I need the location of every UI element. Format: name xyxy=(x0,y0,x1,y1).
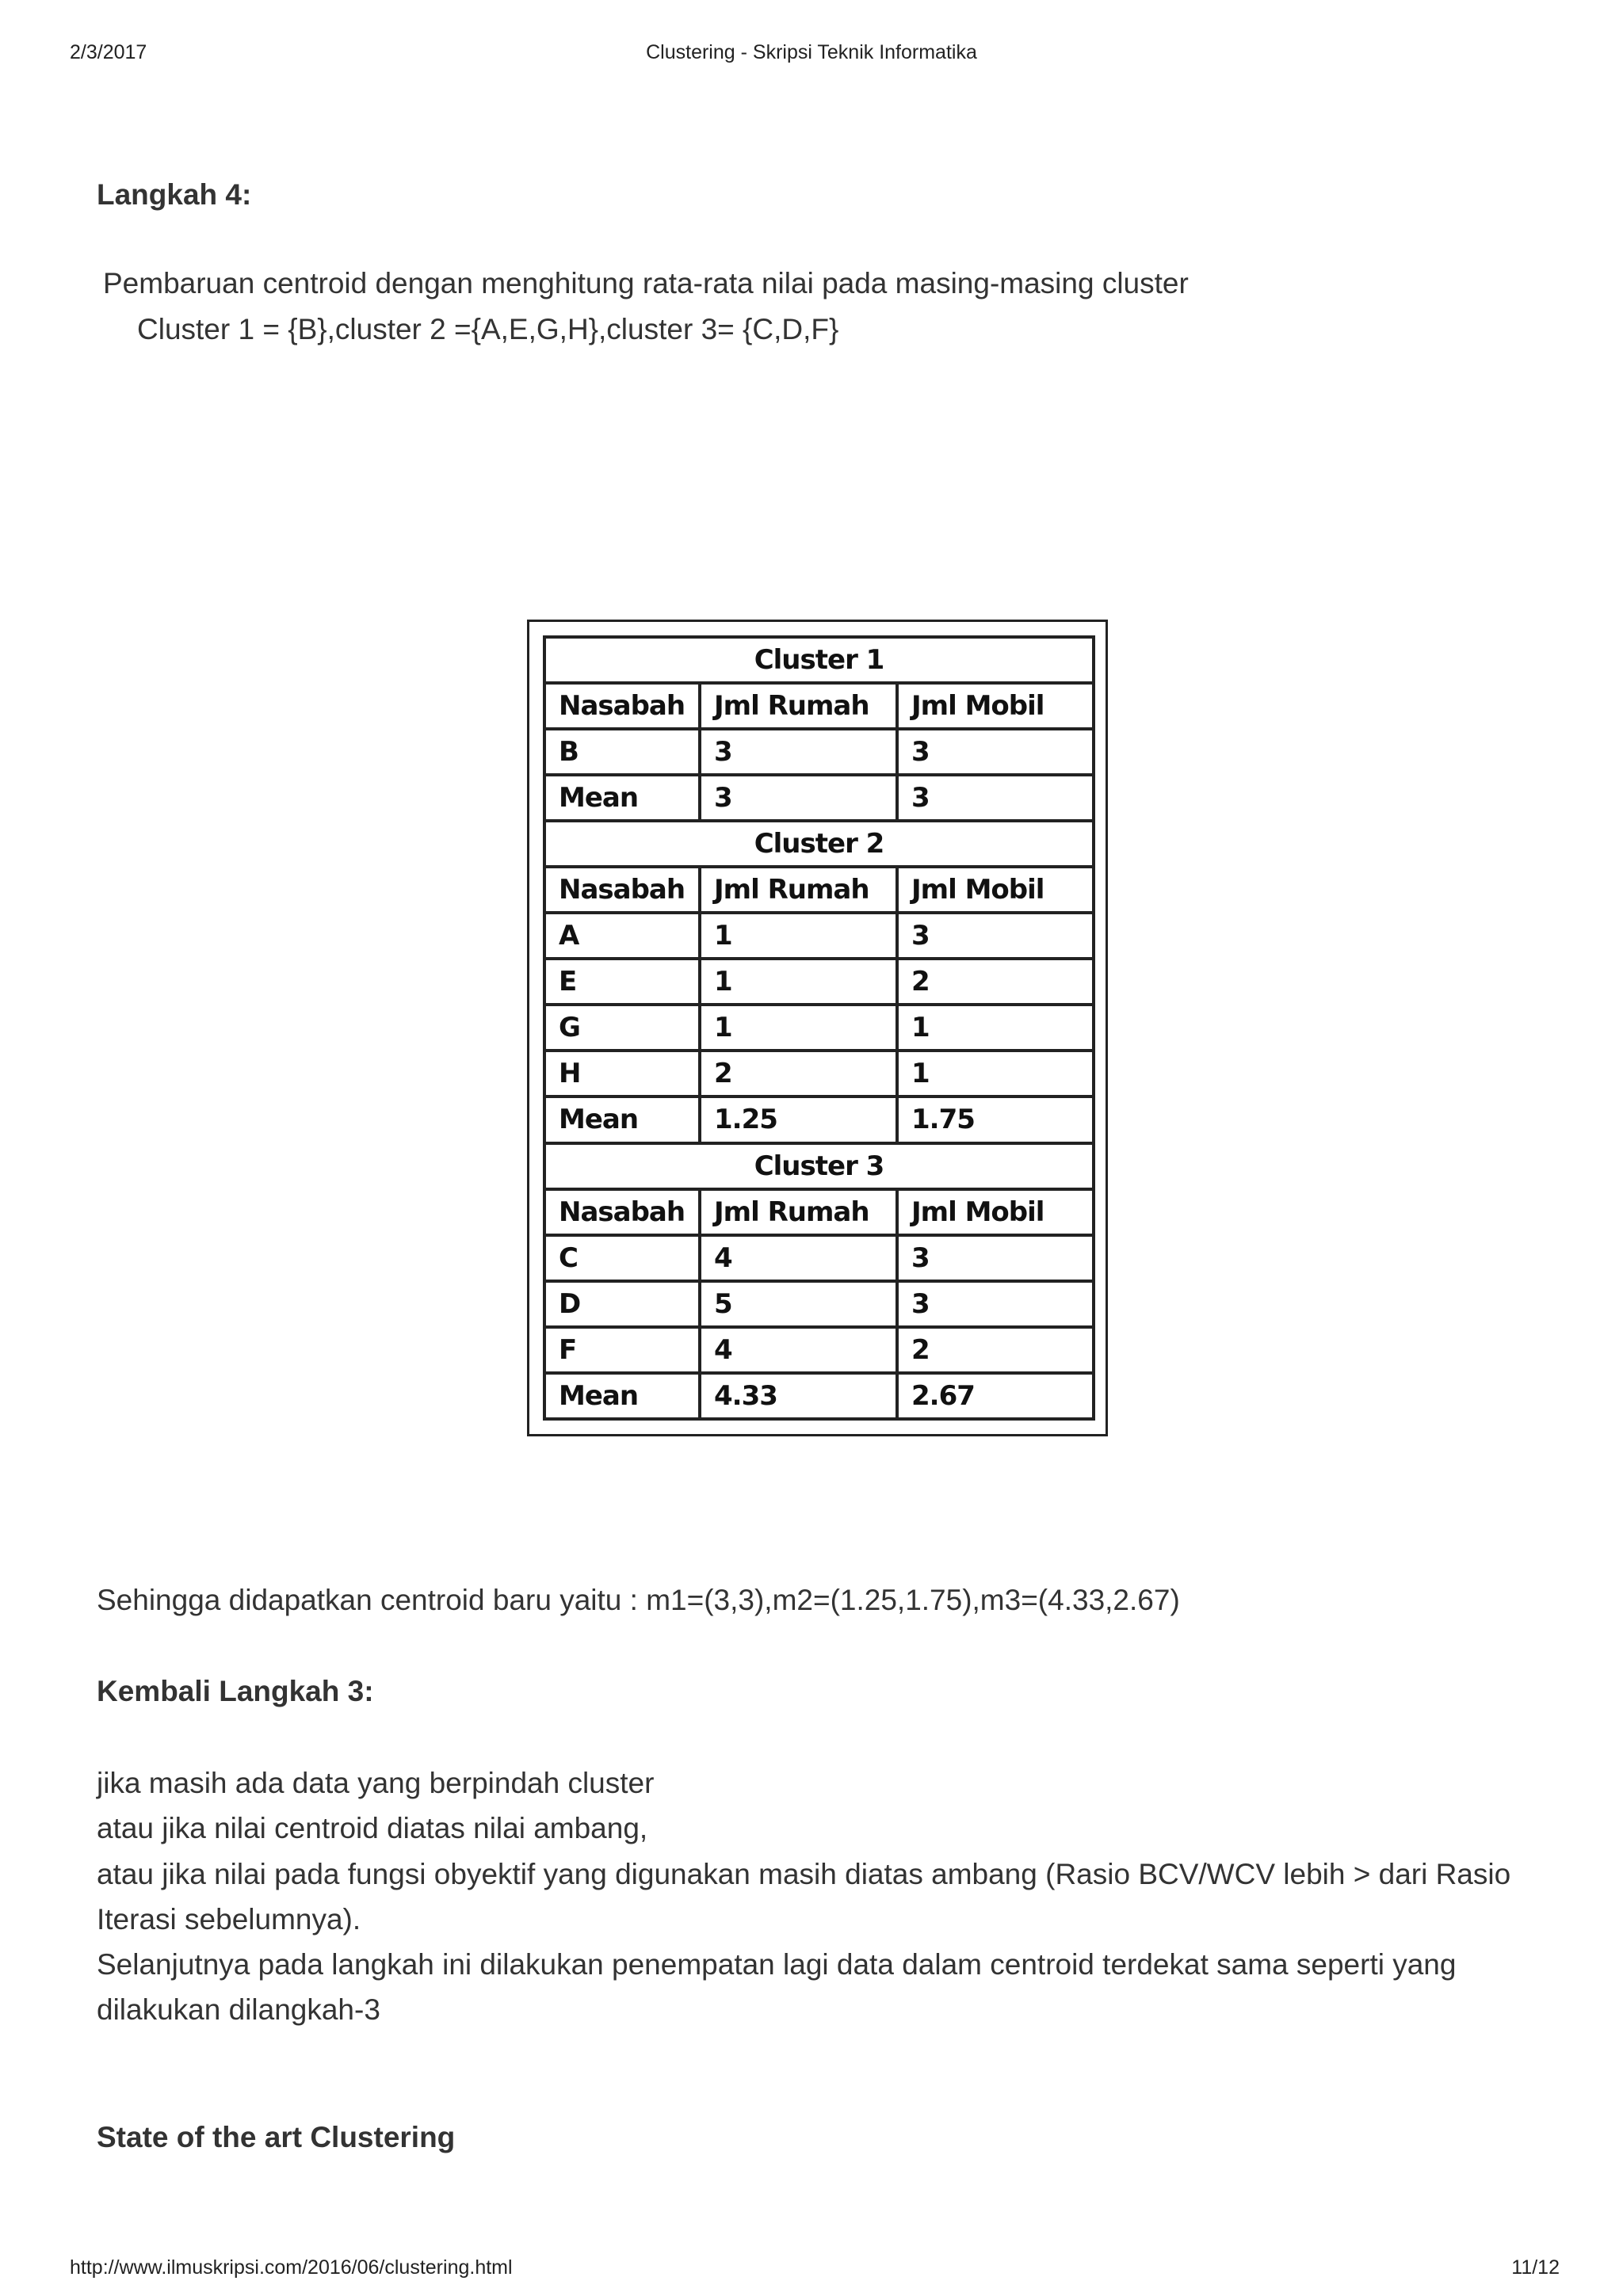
table-row xyxy=(544,729,1094,775)
table-cell: 3 xyxy=(700,775,897,821)
table-row xyxy=(544,913,1094,959)
step3-line: atau jika nilai centroid diatas nilai ambang, xyxy=(97,1812,648,1844)
step3-line: jika masih ada data yang berpindah cluster xyxy=(97,1767,655,1799)
table-row xyxy=(544,1281,1094,1327)
table-row xyxy=(544,1051,1094,1097)
table-cell: 3 xyxy=(897,1281,1094,1327)
table-cell: 4 xyxy=(700,1235,897,1281)
table-cell: 1.75 xyxy=(897,1097,1094,1142)
centroid-result: Sehingga didapatkan centroid baru yaitu : m1=(3,3),m2=(1.25,1.75),m3=(4.33,2.67) xyxy=(97,1584,1180,1616)
table-cell: Mean xyxy=(544,1097,700,1142)
table-cell: 1 xyxy=(700,913,897,959)
column-header: Jml Rumah xyxy=(700,1189,897,1235)
table-cell: 3 xyxy=(897,775,1094,821)
step3-line: atau jika nilai pada fungsi obyektif yang digunakan masih diatas ambang (Rasio BCV/WCV lebih > dari Rasio xyxy=(97,1858,1511,1890)
print-page-title: Clustering - Skripsi Teknik Informatika xyxy=(646,41,977,63)
table-cell: B xyxy=(544,729,700,775)
cluster-title: Cluster 2 xyxy=(544,821,1094,867)
cluster-title: Cluster 1 xyxy=(544,637,1094,683)
table-cell: D xyxy=(544,1281,700,1327)
table-header-row xyxy=(544,1189,1094,1235)
table-cell: 1.25 xyxy=(700,1097,897,1142)
step4-heading: Langkah 4: xyxy=(97,178,252,211)
table-cell: E xyxy=(544,959,700,1005)
step3-line: dilakukan dilangkah-3 xyxy=(97,1993,380,2026)
column-header: Jml Mobil xyxy=(897,1189,1094,1235)
table-cell: 3 xyxy=(700,729,897,775)
table-cell: 3 xyxy=(897,729,1094,775)
cluster-table xyxy=(543,635,1095,1421)
table-cell: 2 xyxy=(897,1327,1094,1373)
table-cell: 1 xyxy=(700,959,897,1005)
column-header: Nasabah xyxy=(544,1189,700,1235)
step3-heading: Kembali Langkah 3: xyxy=(97,1675,374,1707)
table-cell: 2 xyxy=(700,1051,897,1097)
table-cell: 2.67 xyxy=(897,1373,1094,1419)
table-cell: F xyxy=(544,1327,700,1373)
step3-line: Iterasi sebelumnya). xyxy=(97,1903,361,1936)
table-cell: Mean xyxy=(544,1373,700,1419)
table-cell: 3 xyxy=(897,1235,1094,1281)
table-cell: C xyxy=(544,1235,700,1281)
table-cell: 1 xyxy=(897,1005,1094,1051)
print-url: http://www.ilmuskripsi.com/2016/06/clustering.html xyxy=(70,2256,513,2279)
column-header: Jml Mobil xyxy=(897,683,1094,729)
column-header: Nasabah xyxy=(544,867,700,913)
section-heading: State of the art Clustering xyxy=(97,2121,456,2153)
table-cell: 3 xyxy=(897,913,1094,959)
table-row xyxy=(544,1373,1094,1419)
table-cell: Mean xyxy=(544,775,700,821)
table-cell: 4 xyxy=(700,1327,897,1373)
table-cell: 1 xyxy=(700,1005,897,1051)
table-cell: 2 xyxy=(897,959,1094,1005)
table-row xyxy=(544,1235,1094,1281)
column-header: Nasabah xyxy=(544,683,700,729)
column-header: Jml Mobil xyxy=(897,867,1094,913)
table-row xyxy=(544,1097,1094,1142)
table-cell: 4.33 xyxy=(700,1373,897,1419)
step4-intro: Pembaruan centroid dengan menghitung rata-rata nilai pada masing-masing cluster xyxy=(103,267,1189,299)
table-row xyxy=(544,959,1094,1005)
table-cell: 1 xyxy=(897,1051,1094,1097)
table-row xyxy=(544,1327,1094,1373)
column-header: Jml Rumah xyxy=(700,683,897,729)
table-cell: 5 xyxy=(700,1281,897,1327)
table-cell: A xyxy=(544,913,700,959)
table-header-row xyxy=(544,867,1094,913)
print-date: 2/3/2017 xyxy=(70,41,147,63)
table-row xyxy=(544,775,1094,821)
cluster-table-image xyxy=(527,620,1108,1436)
table-row xyxy=(544,1005,1094,1051)
print-page-number: 11/12 xyxy=(1511,2256,1560,2279)
cluster-title: Cluster 3 xyxy=(544,1143,1094,1189)
step3-line: Selanjutnya pada langkah ini dilakukan penempatan lagi data dalam centroid terdekat sama seperti yang xyxy=(97,1948,1457,1981)
table-header-row xyxy=(544,683,1094,729)
column-header: Jml Rumah xyxy=(700,867,897,913)
step4-clusters: Cluster 1 = {B},cluster 2 ={A,E,G,H},cluster 3= {C,D,F} xyxy=(137,313,839,345)
table-cell: G xyxy=(544,1005,700,1051)
table-cell: H xyxy=(544,1051,700,1097)
